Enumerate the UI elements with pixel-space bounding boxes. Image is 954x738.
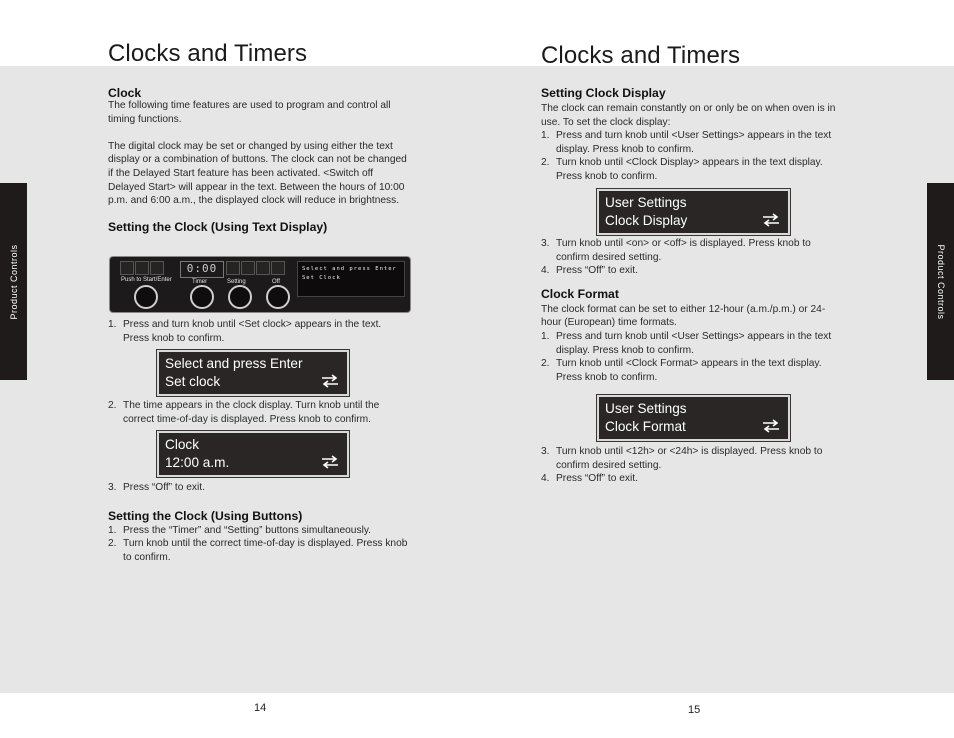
- lcd1-line1: Select and press Enter: [165, 356, 303, 371]
- text-display-heading: Setting the Clock (Using Text Display): [108, 219, 328, 234]
- lcd1-line2: Set clock: [165, 373, 221, 389]
- swap-arrows-icon: [762, 213, 780, 227]
- swap-arrows-icon: [762, 419, 780, 433]
- swap-arrows-icon: [321, 455, 339, 469]
- right-side-tab-label: Product Controls: [935, 243, 946, 320]
- right-column-format: 3. Turn knob until <on> or <off> is displayed. Press knob to confirm desired setting. 4. Press “Off” to exit. Clock Format The clock format can be set to either 12-hour (a.m./p.m.) or 24-hour (European) time formats. 1. Press and turn knob until <User Settings> appears in the text display. Press knob to confirm. 2. Turn knob until <Clock Format> appears in the text display. Press knob to confirm.: [541, 237, 843, 384]
- left-page-number: 14: [254, 702, 267, 714]
- clock-display-heading: Setting Clock Display: [541, 86, 666, 100]
- left-step1: 1. Press and turn knob until <Set clock> appears in the text. Press knob to confirm.: [108, 319, 382, 344]
- lcd4-line1: User Settings: [605, 401, 687, 416]
- panel-clock-digits: 0:00: [180, 261, 224, 278]
- panel-push-label: Push to Start/Enter: [121, 277, 172, 283]
- display-step3-text: Turn knob until <on> or <off> is displayed. Press knob to confirm desired setting.: [556, 238, 811, 263]
- step3-text: Press “Off” to exit.: [123, 482, 205, 493]
- panel-off-knob: [266, 285, 290, 309]
- lcd2-line1: Clock: [165, 437, 199, 452]
- format-step4-text: Press “Off” to exit.: [556, 473, 638, 485]
- left-column-top: [108, 86, 413, 235]
- step2-text: The time appears in the clock display. Turn knob until the correct time-of-day is displayed. Press knob to confirm.: [123, 400, 380, 425]
- display-step1-text: Press and turn knob until <User Settings> appears in the text display. Press knob to confirm.: [556, 130, 832, 155]
- panel-display-line1: Select and press Enter: [302, 266, 397, 272]
- left-page-title: Clocks and Timers: [108, 40, 308, 67]
- format-step3-text: Turn knob until <12h> or <24h> is displayed. Press knob to confirm desired setting.: [556, 446, 823, 471]
- right-side-tab: [927, 183, 954, 380]
- swap-arrows-icon: [321, 374, 339, 388]
- buttons-heading: Setting the Clock (Using Buttons): [108, 508, 303, 523]
- clock-display-intro: The clock can remain constantly on or only be on when oven is in use. To set the clock display:: [541, 103, 836, 128]
- display-step4-text: Press “Off” to exit.: [556, 265, 638, 277]
- left-step2: 2. The time appears in the clock display. Turn knob until the correct time-of-day is displayed. Press knob to confirm.: [108, 400, 380, 425]
- lcd-select-set-clock: [157, 350, 349, 396]
- panel-timer-knob: [190, 285, 214, 309]
- control-panel-illustration: [110, 257, 410, 312]
- clock-paragraph-2: The digital clock may be set or changed by using either the text display or a combination of buttons. The clock can not be changed if the Delayed Start feature has been activated. <Switch off Delayed Start> will appear in the text. Between the hours of 10:00 p.m. and 6:00 a.m., the displayed clock will reduce in brightness.: [108, 140, 407, 207]
- lcd-user-settings-clock-display: [597, 189, 790, 235]
- right-page-number: 15: [688, 704, 701, 716]
- right-column-display: Setting Clock Display The clock can remain constantly on or only be on when oven is in use. To set the clock display: 1. Press and turn knob until <User Settings> appears in the text display. Press knob to confirm. 2. Turn knob until <Clock Display> appears in the text display. Press knob to confirm.: [541, 86, 843, 184]
- lcd3-line1: User Settings: [605, 195, 687, 210]
- panel-timer-label: Timer: [192, 279, 208, 285]
- lcd3-line2: Clock Display: [605, 212, 688, 228]
- buttons-step1-text: Press the “Timer” and “Setting” buttons simultaneously.: [123, 524, 371, 536]
- panel-text-display: [297, 261, 405, 297]
- clock-heading: Clock: [108, 86, 142, 100]
- lcd2-line2: 12:00 a.m.: [165, 454, 230, 470]
- clock-format-intro: The clock format can be set to either 12-hour (a.m./p.m.) or 24-hour (European) time formats.: [541, 303, 826, 329]
- format-step1-text: Press and turn knob until <User Settings> appears in the text display. Press knob to confirm.: [556, 330, 832, 356]
- clock-format-heading: Clock Format: [541, 286, 619, 301]
- step1-text: Press and turn knob until <Set clock> appears in the text. Press knob to confirm.: [123, 319, 382, 344]
- clock-paragraph-1: The following time features are used to program and control all timing functions.: [108, 100, 391, 125]
- left-side-tab-label: Product Controls: [8, 243, 19, 320]
- right-page-title: Clocks and Timers: [541, 42, 741, 69]
- panel-main-knob: [134, 285, 158, 309]
- right-column-format-end: 3. Turn knob until <12h> or <24h> is displayed. Press knob to confirm desired setting. 4. Press “Off” to exit.: [541, 446, 823, 485]
- format-step2-text: Turn knob until <Clock Format> appears in the text display. Press knob to confirm.: [556, 358, 822, 383]
- left-side-tab: [0, 183, 27, 380]
- panel-mode-buttons-left: [120, 261, 164, 275]
- panel-setting-knob: [228, 285, 252, 309]
- display-step2-text: Turn knob until <Clock Display> appears in the text display. Press knob to confirm.: [556, 157, 823, 182]
- panel-setting-label: Setting: [227, 279, 246, 285]
- panel-display-line2: Set Clock: [302, 275, 341, 281]
- lcd4-line2: Clock Format: [605, 418, 686, 434]
- panel-mode-buttons-right: [226, 261, 285, 275]
- left-step3-and-buttons: 3. Press “Off” to exit. Setting the Clock (Using Buttons) 1. Press the “Timer” and “Setting” buttons simultaneously. 2. Turn knob until the correct time-of-day is displayed. Press knob to confirm.: [108, 482, 408, 563]
- lcd-clock-time: [157, 431, 349, 477]
- buttons-step2-text: Turn knob until the correct time-of-day is displayed. Press knob to confirm.: [123, 538, 408, 563]
- panel-off-label: Off: [272, 279, 280, 285]
- lcd-user-settings-clock-format: [597, 395, 790, 441]
